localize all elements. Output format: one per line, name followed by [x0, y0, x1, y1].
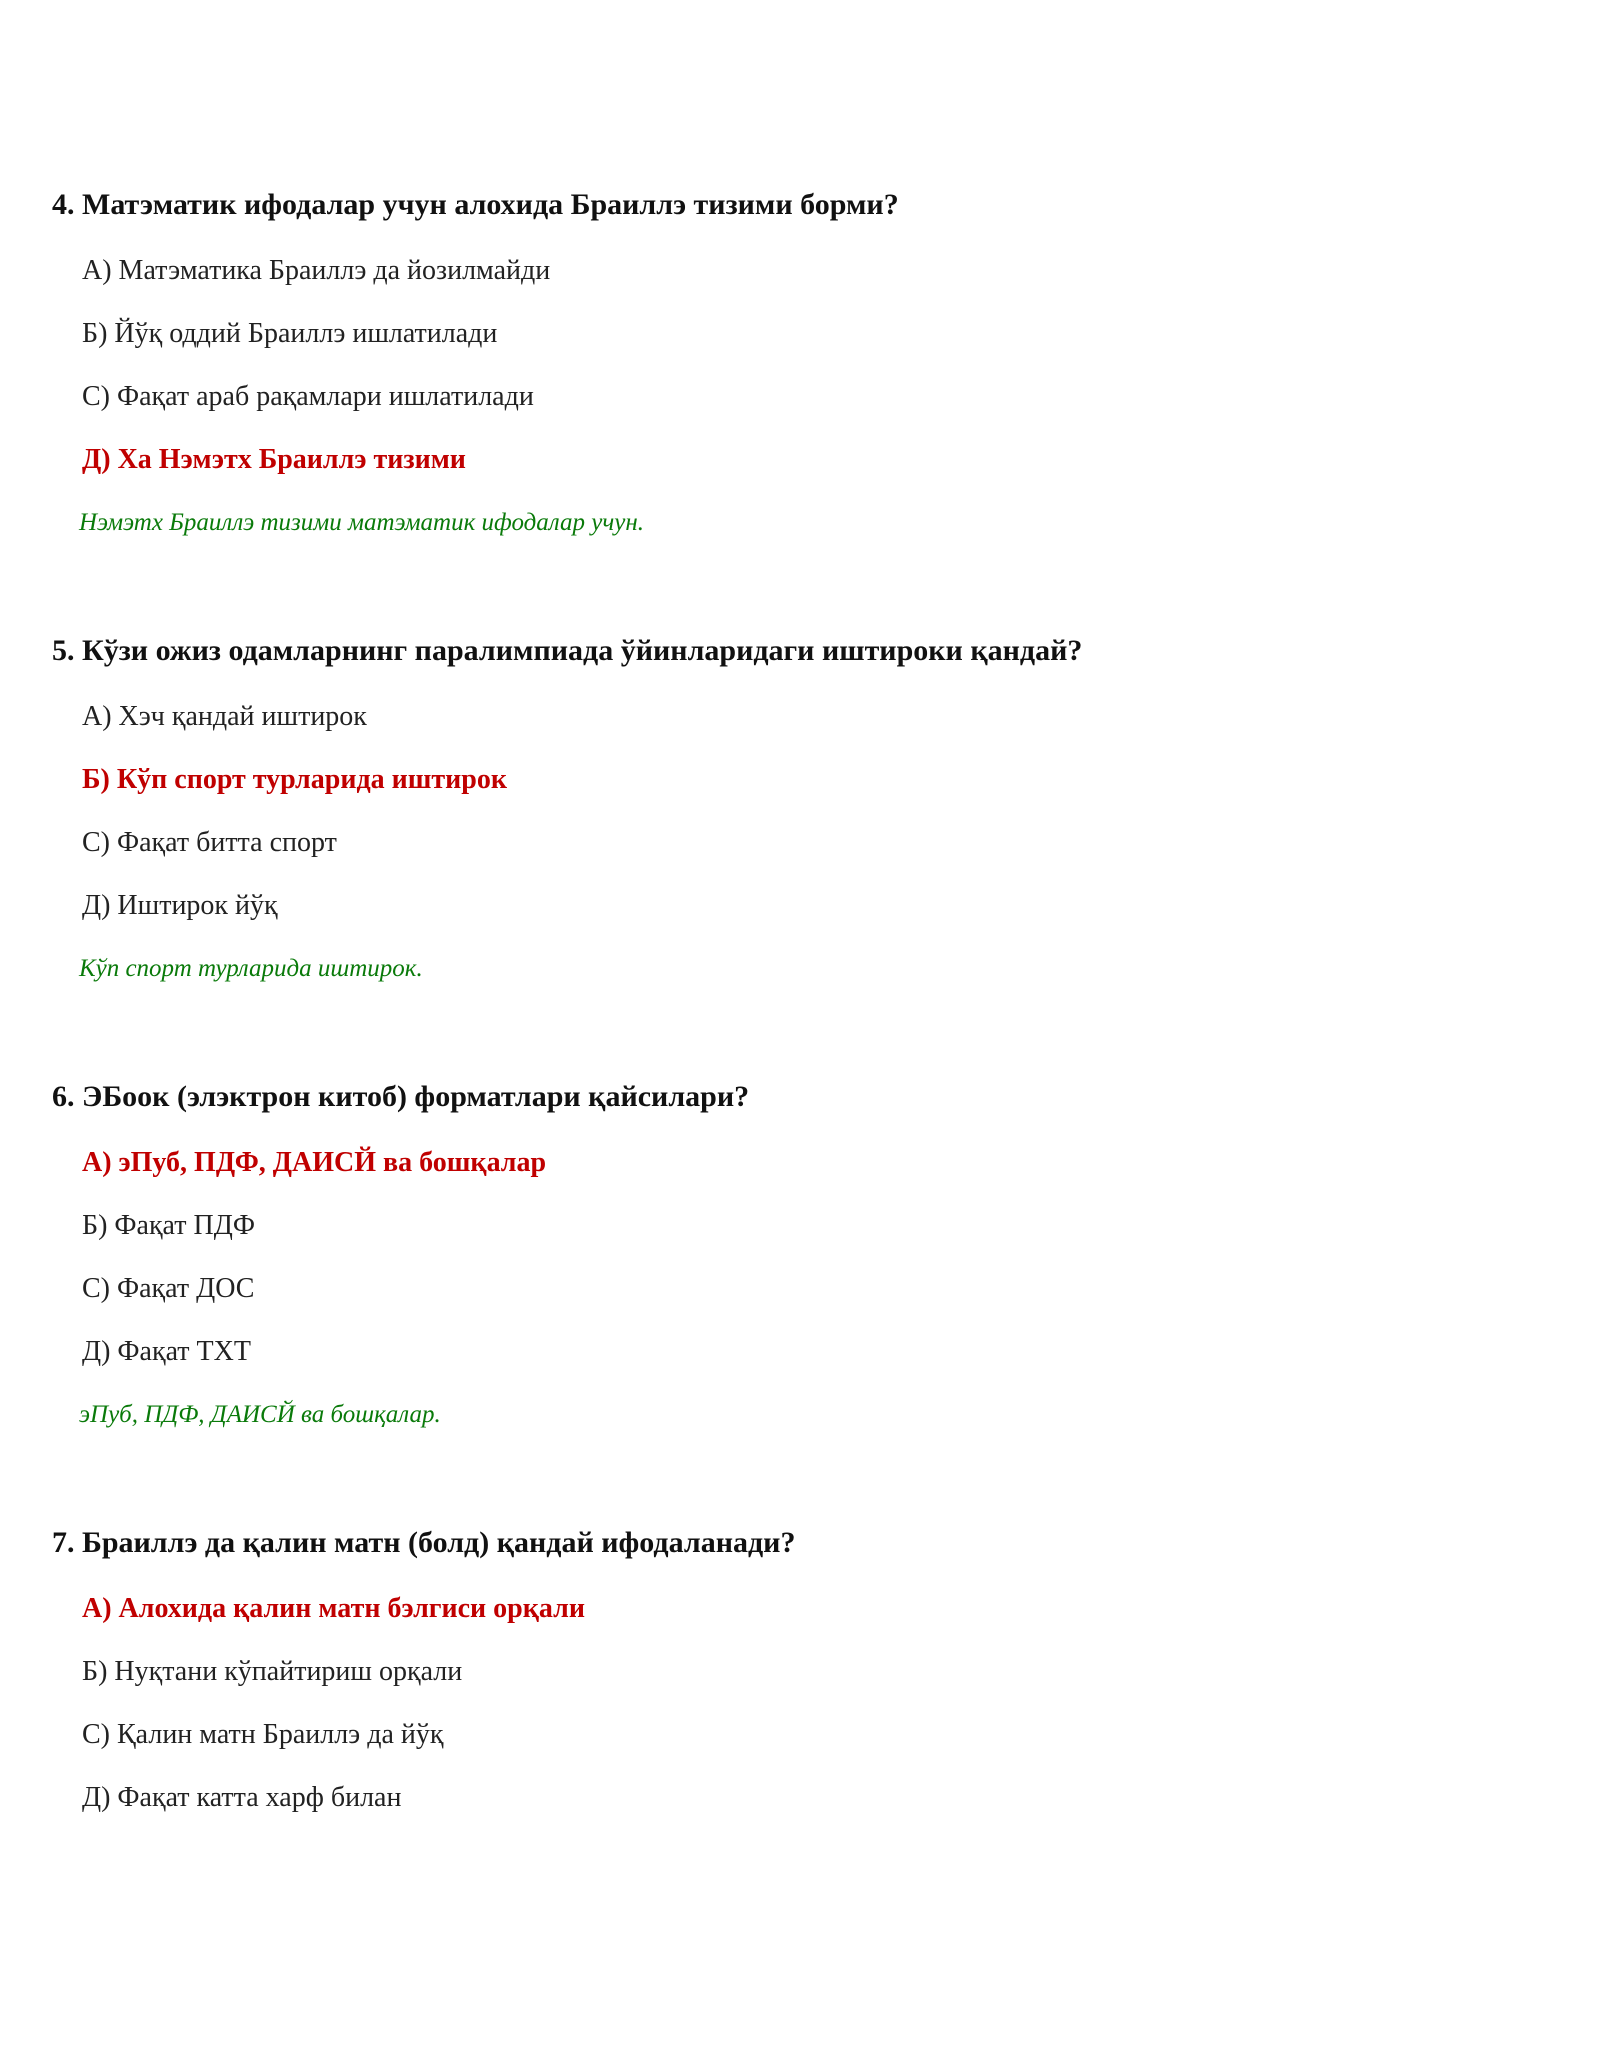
- question-7-title: 7. Браиллэ да қалин матн (болд) қандай ифодаланади?: [52, 1526, 796, 1559]
- question-6-title: 6. ЭБоок (элэктрон китоб) форматлари қайсилари?: [52, 1080, 750, 1113]
- question-4-option-b: Б) Йўқ оддий Браиллэ ишлатилади: [82, 318, 498, 349]
- question-7-option-a-correct: А) Алохида қалин матн бэлгиси орқали: [82, 1593, 585, 1624]
- question-5-option-c: С) Фақат битта спорт: [82, 827, 337, 858]
- question-4-option-c: С) Фақат араб рақамлари ишлатилади: [82, 381, 534, 412]
- question-7-option-c: С) Қалин матн Браиллэ да йўқ: [82, 1719, 444, 1750]
- question-5-option-a: А) Хэч қандай иштирок: [82, 701, 367, 732]
- question-4-option-a: А) Матэматика Браиллэ да йозилмайди: [82, 255, 551, 286]
- question-5-explanation: Кўп спорт турларида иштирок.: [79, 955, 423, 982]
- question-7-option-b: Б) Нуқтани кўпайтириш орқали: [82, 1656, 463, 1687]
- question-7-option-d: Д) Фақат катта харф билан: [82, 1782, 402, 1813]
- question-5-option-b-correct: Б) Кўп спорт турларида иштирок: [82, 764, 507, 795]
- question-4-option-d-correct: Д) Ха Нэмэтх Браиллэ тизими: [82, 444, 466, 475]
- question-6-option-c: С) Фақат ДОС: [82, 1273, 255, 1304]
- question-5-option-d: Д) Иштирок йўқ: [82, 890, 278, 921]
- question-6-explanation: эПуб, ПДФ, ДАИСЙ ва бошқалар.: [79, 1401, 441, 1428]
- question-4-title: 4. Матэматик ифодалар учун алохида Браиллэ тизими борми?: [52, 188, 899, 221]
- question-6-option-a-correct: А) эПуб, ПДФ, ДАИСЙ ва бошқалар: [82, 1147, 547, 1178]
- question-6-option-d: Д) Фақат ТХТ: [82, 1336, 251, 1367]
- question-6-option-b: Б) Фақат ПДФ: [82, 1210, 255, 1241]
- question-5-title: 5. Кўзи ожиз одамларнинг паралимпиада ўйинларидаги иштироки қандай?: [52, 634, 1083, 667]
- question-4-explanation: Нэмэтх Браиллэ тизими матэматик ифодалар учун.: [79, 509, 645, 536]
